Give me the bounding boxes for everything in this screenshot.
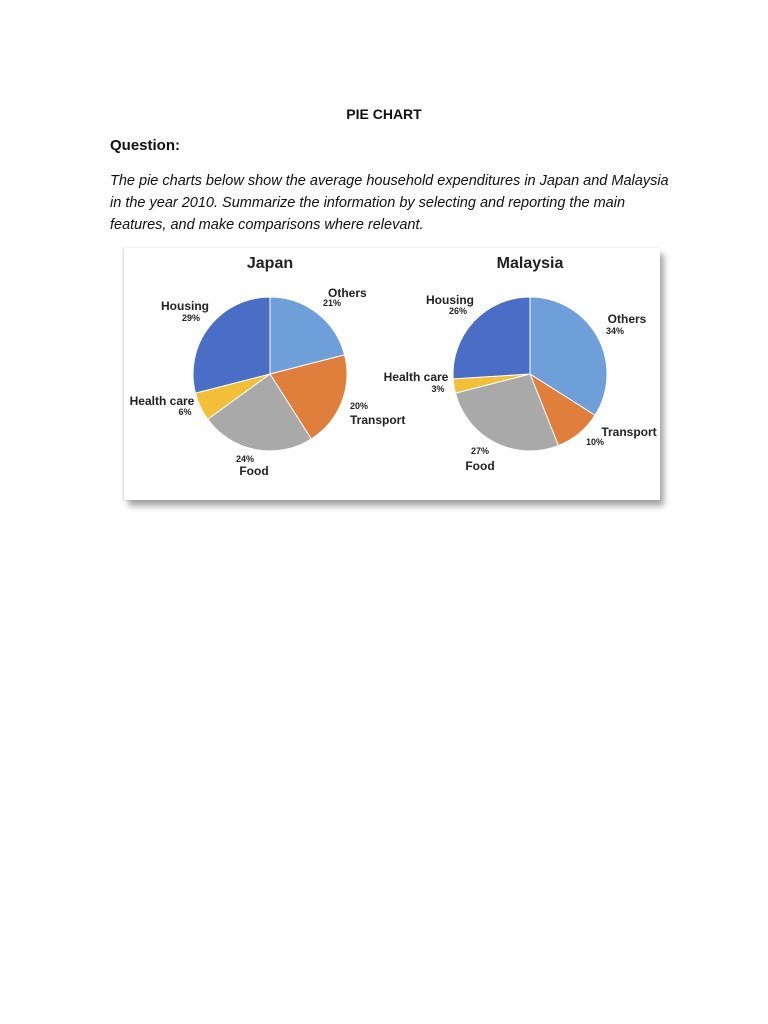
label-malaysia-transport: Transport [601, 425, 657, 439]
pie-charts-svg [124, 248, 660, 500]
pct-japan-housing: 29% [181, 313, 201, 323]
label-malaysia-health-care: Health care [383, 370, 449, 384]
question-text: The pie charts below show the average household expenditures in Japan and Malaysia in the year 2010. Summarize the information by selecting and reporting the main features, and make comparisons where relevant. [110, 173, 669, 233]
pct-malaysia-transport: 10% [585, 437, 605, 447]
pct-japan-food: 24% [235, 454, 255, 464]
pct-japan-transport: 20% [350, 401, 369, 411]
pct-malaysia-housing: 26% [448, 306, 468, 316]
label-malaysia-others: Others [607, 312, 647, 326]
pct-malaysia-food: 27% [470, 446, 490, 456]
chart-title-japan: Japan [246, 255, 294, 272]
chart-title-malaysia: Malaysia [496, 255, 564, 272]
pie-japan [193, 297, 347, 451]
pct-japan-others: 21% [323, 298, 342, 308]
label-japan-food: Food [239, 464, 269, 478]
pct-malaysia-others: 34% [605, 326, 625, 336]
label-japan-housing: Housing [161, 299, 209, 313]
pie-chart-figure [124, 248, 660, 500]
pie-malaysia [453, 297, 607, 451]
label-malaysia-food: Food [465, 459, 495, 473]
question-label: Question: [110, 137, 180, 154]
page-title: PIE CHART [346, 106, 422, 122]
label-japan-health-care: Health care [129, 394, 195, 408]
label-japan-others: Others [328, 286, 367, 300]
label-japan-transport: Transport [350, 413, 406, 427]
pct-japan-health-care: 6% [178, 407, 192, 417]
label-malaysia-housing: Housing [426, 293, 474, 307]
pct-malaysia-health-care: 3% [431, 384, 445, 394]
